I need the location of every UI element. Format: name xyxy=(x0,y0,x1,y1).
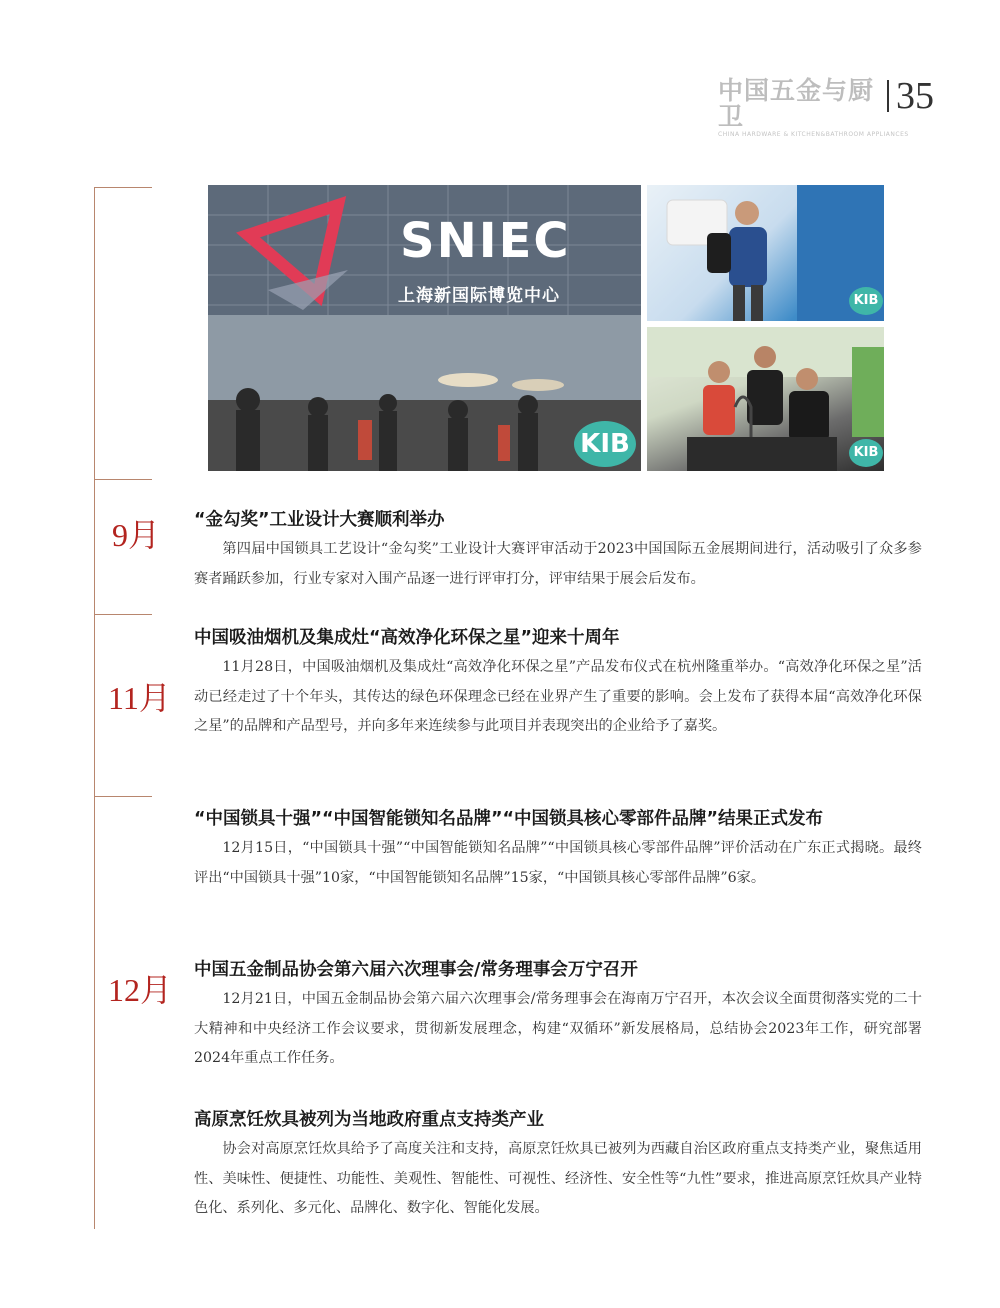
month-label-dec: 12月 xyxy=(108,972,173,1008)
sniec-exhibition-photo xyxy=(208,185,641,471)
article-body-golden-hook: 第四届中国锁具工艺设计“金勾奖”工业设计大赛评审活动于2023中国国际五金展期间进行，活动吸引了众多参赛者踊跃参加，行业专家对入围产品逐一进行评审打分，评审结果于展会后发布。 xyxy=(194,541,922,587)
article-title-council-meeting: 中国五金制品协会第六届六次理事会/常务理事会万宁召开 xyxy=(194,960,638,980)
article-title-golden-hook: “金勾奖”工业设计大赛顺利举办 xyxy=(194,510,445,530)
visitor-browsing-photo xyxy=(647,185,884,321)
page-number: 35 xyxy=(896,75,934,117)
magazine-masthead xyxy=(718,76,909,138)
sniec-sign-subtitle: 上海新国际博览中心 xyxy=(398,286,560,306)
kib-badge: KIB xyxy=(574,421,636,467)
article-body-plateau-cookware: 协会对高原烹饪炊具给予了高度关注和支持，高原烹饪炊具已被列为西藏自治区政府重点支持类产业，聚焦适用性、美味性、便捷性、功能性、美观性、智能性、可视性、经济性、安全性等“九性”要求，推进高原烹饪炊具产业特色化、系列化、多元化、品牌化、数字化、智能化发展。 xyxy=(194,1141,922,1216)
product-discussion-photo xyxy=(647,327,884,471)
article-title-lock-brands: “中国锁具十强”“中国智能锁知名品牌”“中国锁具核心零部件品牌”结果正式发布 xyxy=(194,809,824,829)
kib-badge: KIB xyxy=(849,439,883,467)
article-body-lock-brands: 12月15日，“中国锁具十强”“中国智能锁知名品牌”“中国锁具核心零部件品牌”评价活动在广东正式揭晓。最终评出“中国锁具十强”10家，“中国智能锁知名品牌”15家，“中国锁具核心零部件品牌”6家。 xyxy=(194,840,922,886)
article-body-range-hood-star: 11月28日，中国吸油烟机及集成灶“高效净化环保之星”产品发布仪式在杭州隆重举办。“高效净化环保之星”活动已经走过了十个年头，其传达的绿色环保理念已经在业界产生了重要的影响。会上发布了获得本届“高效净化环保之星”的品牌和产品型号，并向多年来连续参与此项目并表现突出的企业给予了嘉奖。 xyxy=(194,659,922,734)
article-title-plateau-cookware: 高原烹饪炊具被列为当地政府重点支持类产业 xyxy=(194,1110,544,1130)
header-divider xyxy=(887,80,889,112)
timeline-tick xyxy=(94,479,152,480)
kib-badge: KIB xyxy=(849,287,883,315)
month-label-sep: 9月 xyxy=(112,517,161,553)
magazine-subtitle: CHINA HARDWARE & KITCHEN&BATHROOM APPLIANCES xyxy=(718,131,909,138)
timeline-tick xyxy=(94,796,152,797)
timeline-tick xyxy=(94,187,152,188)
article-body-council-meeting: 12月21日，中国五金制品协会第六届六次理事会/常务理事会在海南万宁召开，本次会议全面贯彻落实党的二十大精神和中央经济工作会议要求，贯彻新发展理念，构建“双循环”新发展格局，总结协会2023年工作，研究部署2024年重点工作任务。 xyxy=(194,991,922,1066)
magazine-title: 中国五金与厨卫 xyxy=(718,76,875,131)
timeline-line xyxy=(94,187,95,1229)
timeline-tick xyxy=(94,614,152,615)
article-title-range-hood-star: 中国吸油烟机及集成灶“高效净化环保之星”迎来十周年 xyxy=(194,628,620,648)
month-label-nov: 11月 xyxy=(108,680,171,716)
sniec-sign: SNIEC xyxy=(400,213,571,269)
